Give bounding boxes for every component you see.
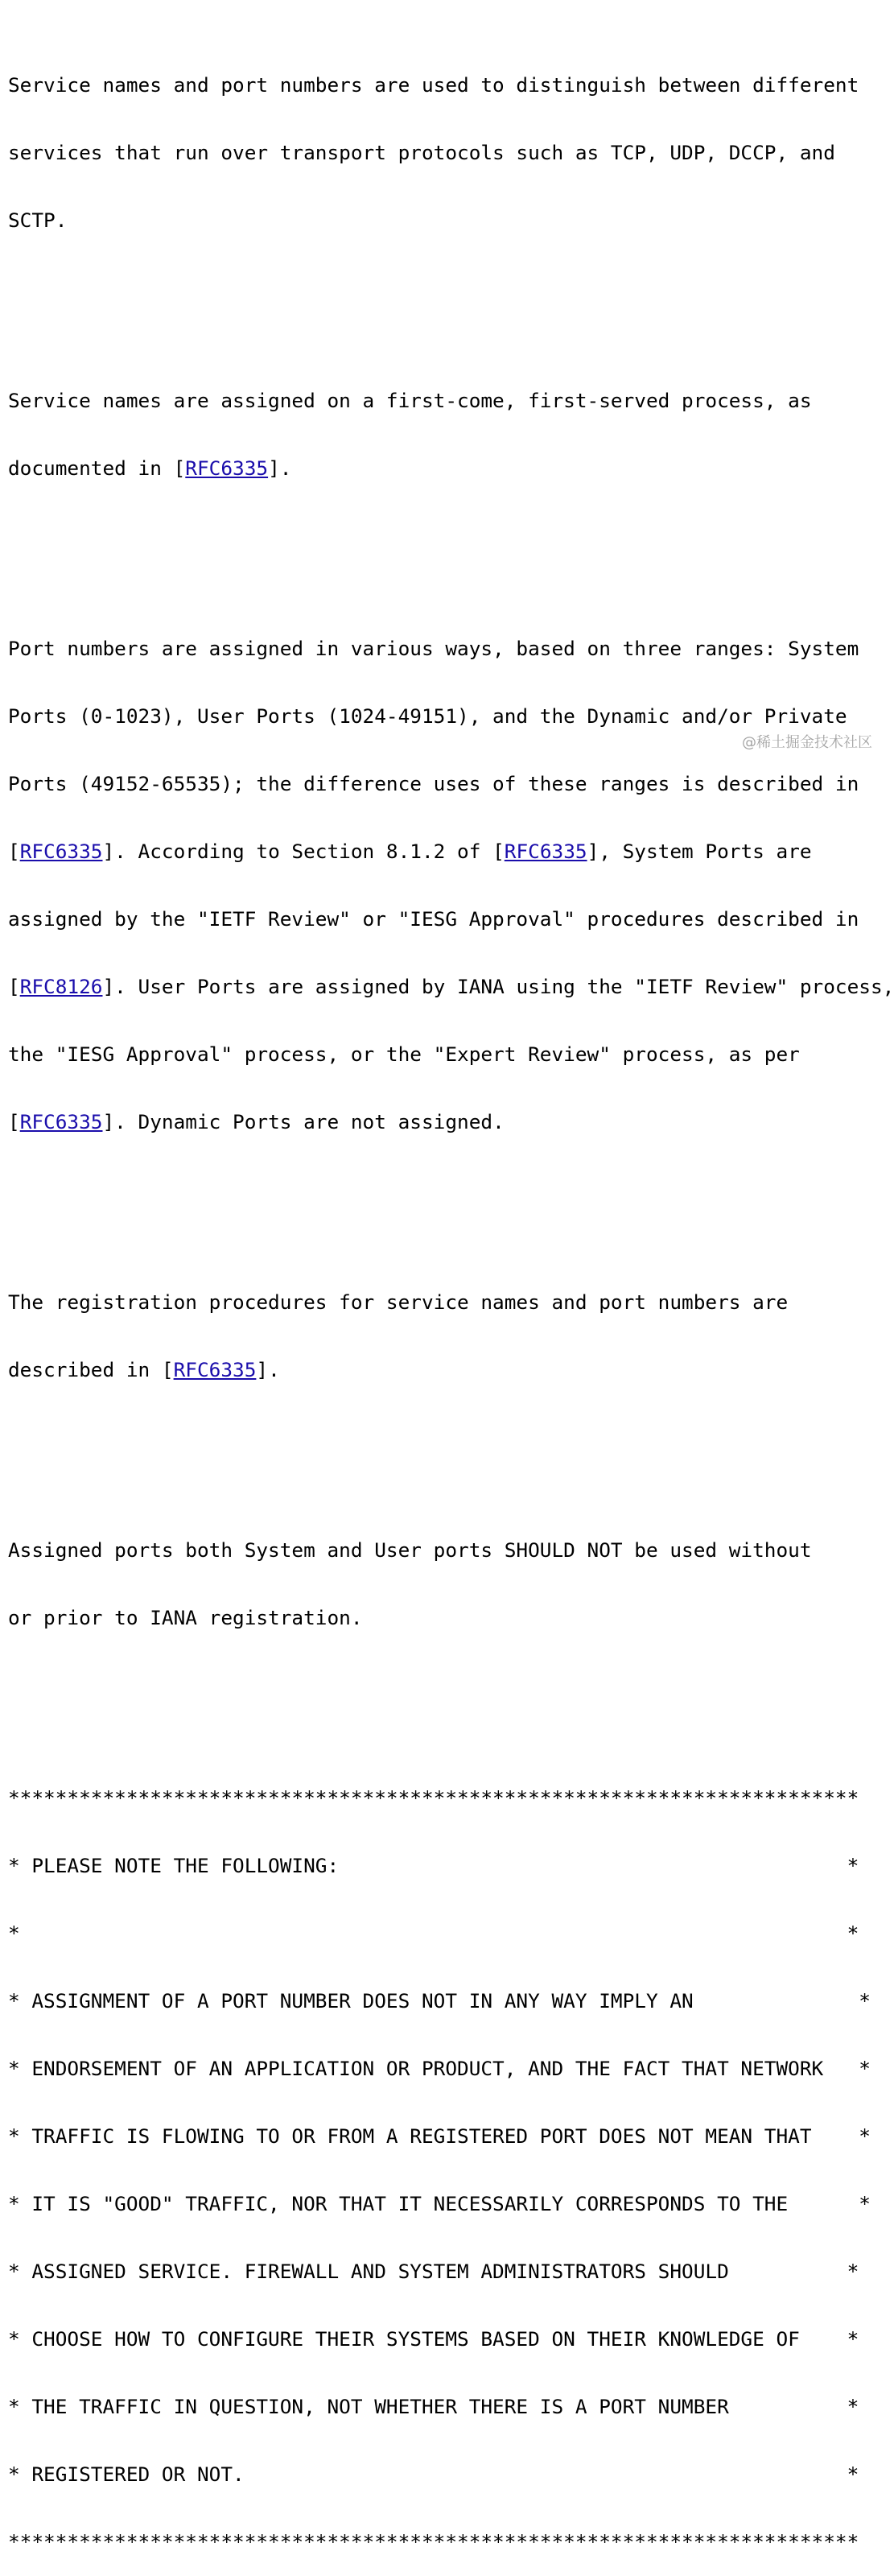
rfc6335-link[interactable]: RFC6335 [19,840,103,863]
text-segment: described in [ [8,1358,174,1381]
notice-border-top: ************************************************************************ [8,1786,859,1810]
document-body [8,6,894,2576]
text-line: Service names are assigned on a first-come, first-served process, as [8,389,812,412]
text-line: assigned by the "IETF Review" or "IESG Approval" procedures described in [8,907,859,931]
blank-line [8,1179,894,1201]
notice-line: * TRAFFIC IS FLOWING TO OR FROM A REGISTERED PORT DOES NOT MEAN THAT * [8,2124,871,2148]
text-segment: [ [8,840,20,863]
notice-line: * ASSIGNMENT OF A PORT NUMBER DOES NOT IN ANY WAY IMPLY AN * [8,1989,871,2013]
text-line: Service names and port numbers are used to distinguish between different [8,73,859,97]
notice-line: * * [8,1922,859,1945]
rfc6335-link[interactable]: RFC6335 [504,840,587,863]
notice-line: * REGISTERED OR NOT. * [8,2462,859,2486]
text-line [8,457,894,480]
text-segment: [ [8,1110,20,1133]
text-line: Ports (49152-65535); the difference uses of these ranges is described in [8,772,859,795]
text-line: The registration procedures for service names and port numbers are [8,1290,789,1314]
watermark: @稀土掘金技术社区 [742,734,872,751]
text-segment: documented in [ [8,456,186,480]
rfc8126-link[interactable]: RFC8126 [19,975,103,998]
text-line [8,840,894,863]
text-line: the "IESG Approval" process, or the "Expert Review" process, as per [8,1042,800,1066]
text-segment: [ [8,975,20,998]
text-line: Ports (0-1023), User Ports (1024-49151), and the Dynamic and/or Private [8,704,847,728]
notice-line: * IT IS "GOOD" TRAFFIC, NOR THAT IT NECESSARILY CORRESPONDS TO THE * [8,2192,871,2215]
blank-line [8,1426,894,1449]
text-line: services that run over transport protocols such as TCP, UDP, DCCP, and [8,141,835,164]
text-line: SCTP. [8,208,68,232]
rfc6335-link[interactable]: RFC6335 [19,1110,103,1133]
notice-line: * ASSIGNED SERVICE. FIREWALL AND SYSTEM ADMINISTRATORS SHOULD * [8,2260,859,2283]
notice-line: * ENDORSEMENT OF AN APPLICATION OR PRODUCT, AND THE FACT THAT NETWORK * [8,2057,871,2080]
notice-line: * PLEASE NOTE THE FOLLOWING: * [8,1854,859,1877]
text-segment: ]. According to Section 8.1.2 of [ [102,840,505,863]
text-segment: ]. [256,1358,280,1381]
rfc6335-link[interactable]: RFC6335 [173,1358,257,1381]
blank-line [8,525,894,547]
text-segment: ], System Ports are [587,840,812,863]
blank-line [8,277,894,299]
text-line [8,976,894,998]
text-line [8,1359,894,1381]
text-segment: ]. Dynamic Ports are not assigned. [102,1110,505,1133]
notice-border-bottom: ************************************************************************ [8,2530,859,2553]
notice-line: * CHOOSE HOW TO CONFIGURE THEIR SYSTEMS BASED ON THEIR KNOWLEDGE OF * [8,2327,859,2351]
notice-line: * THE TRAFFIC IN QUESTION, NOT WHETHER THERE IS A PORT NUMBER * [8,2395,859,2418]
text-segment: ]. User Ports are assigned by IANA using the "IETF Review" process, [102,975,894,998]
blank-line [8,1674,894,1697]
text-line: Port numbers are assigned in various ways, based on three ranges: System [8,637,859,660]
text-line [8,1111,894,1133]
rfc6335-link[interactable]: RFC6335 [185,456,269,480]
text-line: Assigned ports both System and User ports SHOULD NOT be used without [8,1538,812,1562]
text-line: or prior to IANA registration. [8,1606,363,1629]
text-segment: ]. [268,456,292,480]
